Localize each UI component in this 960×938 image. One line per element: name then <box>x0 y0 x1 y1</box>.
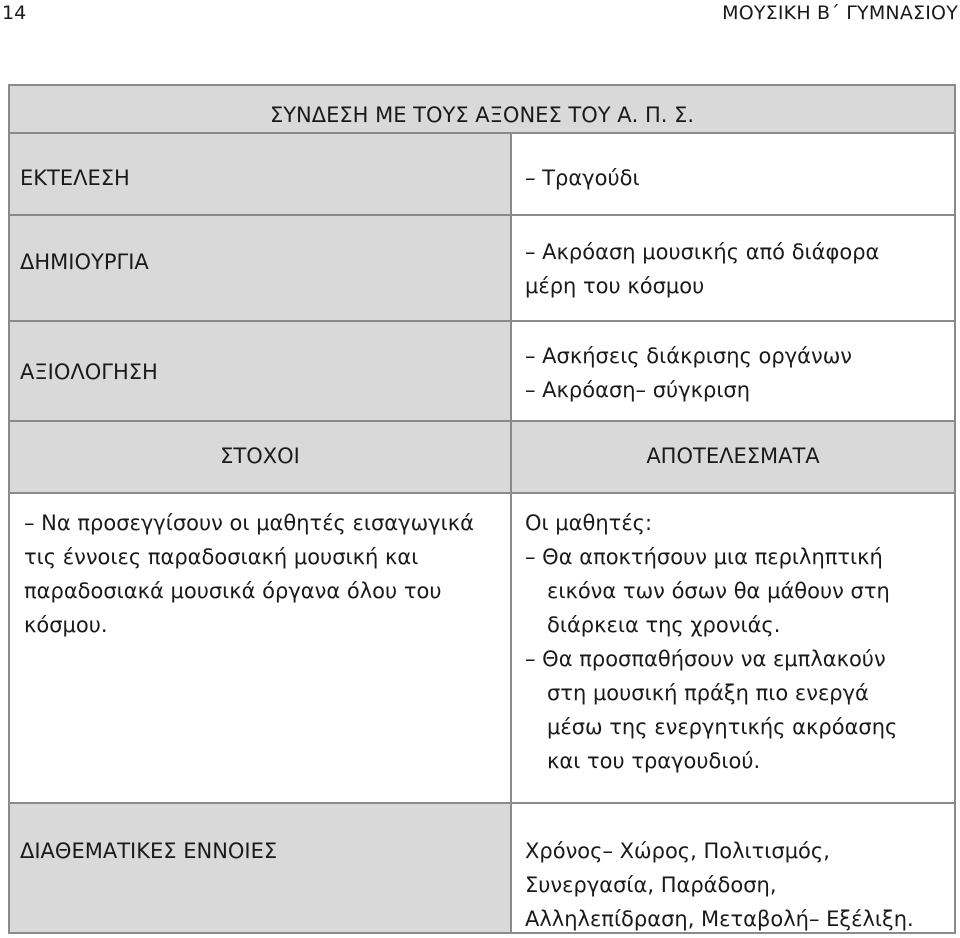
table-rule <box>10 214 954 216</box>
results-item-line: – Θα αποκτήσουν μια περιληπτική <box>525 545 883 569</box>
table-rule <box>10 492 954 494</box>
axis-content-line: – Τραγούδι <box>525 166 640 190</box>
goals-heading-cell <box>10 422 510 492</box>
axis-content-evaluation <box>512 322 954 420</box>
results-item-line: και του τραγουδιού. <box>547 749 761 773</box>
page-header <box>0 0 960 30</box>
table-rule <box>10 420 954 422</box>
axis-label-evaluation: ΑΞΙΟΛΟΓΗΣΗ <box>20 360 158 384</box>
results-item-line: διάρκεια της χρονιάς. <box>547 613 781 637</box>
axis-label-creation: ΔΗΜΙΟΥΡΓΙΑ <box>20 250 149 274</box>
axis-content-line: – Ακρόαση– σύγκριση <box>525 378 751 402</box>
table-rule <box>10 802 954 804</box>
results-item-line: εικόνα των όσων θα μάθουν στη <box>547 579 890 603</box>
goals-line: παραδοσιακά μουσικά όργανα όλου του <box>24 579 442 603</box>
results-item-line: στη μουσική πράξη πιο ενεργά <box>547 681 869 705</box>
column-divider <box>510 132 512 932</box>
goals-line: – Να προσεγγίσουν οι μαθητές εισαγωγικά <box>24 511 474 535</box>
goals-heading: ΣΤΟΧΟΙ <box>220 444 300 468</box>
section-title-cell <box>10 86 954 132</box>
results-heading-cell <box>512 422 954 492</box>
axis-content-creation <box>512 216 954 320</box>
results-item-line: – Θα προσπαθήσουν να εμπλακούν <box>525 647 886 671</box>
section-title: ΣΥΝΔΕΣΗ ΜΕ ΤΟΥΣ ΑΞΟΝΕΣ ΤΟΥ Α. Π. Σ. <box>269 103 695 127</box>
concepts-heading-cell <box>10 804 510 932</box>
results-body <box>512 494 954 773</box>
axis-content-line: – Ακρόαση μουσικής από διάφορα <box>525 240 880 264</box>
page-number: 14 <box>2 2 27 24</box>
results-intro: Οι μαθητές: <box>525 511 653 535</box>
goals-line: τις έννοιες παραδοσιακή μουσική και <box>24 545 419 569</box>
axis-content-execution <box>512 132 954 214</box>
table-rule <box>10 320 954 322</box>
axis-content-line: μέρη του κόσμου <box>525 274 705 298</box>
axis-label-cell-evaluation <box>10 322 510 420</box>
axis-label-cell-execution <box>10 132 510 214</box>
goals-line: κόσμου. <box>24 613 108 637</box>
concepts-body <box>512 804 954 932</box>
curriculum-table <box>8 84 956 934</box>
running-head: ΜΟΥΣΙΚΗ Β΄ ΓΥΜΝΑΣΙΟΥ <box>722 2 958 24</box>
axis-content-line: – Ασκήσεις διάκρισης οργάνων <box>525 344 853 368</box>
concepts-line: Συνεργασία, Παράδοση, <box>525 873 777 897</box>
axis-label-cell-creation <box>10 216 510 320</box>
results-item-line: μέσω της ενεργητικής ακρόασης <box>547 715 898 739</box>
axis-label-execution: ΕΚΤΕΛΕΣΗ <box>20 166 130 190</box>
concepts-line: Χρόνος– Χώρος, Πολιτισμός, <box>525 839 830 863</box>
concepts-heading: ΔΙΑΘΕΜΑΤΙΚΕΣ ΕΝΝΟΙΕΣ <box>20 839 278 863</box>
results-heading: ΑΠΟΤΕΛΕΣΜΑΤΑ <box>646 444 820 468</box>
table-rule <box>10 132 954 134</box>
concepts-line: Αλληλεπίδραση, Μεταβολή– Εξέλιξη. <box>525 907 914 931</box>
goals-body <box>10 494 510 770</box>
